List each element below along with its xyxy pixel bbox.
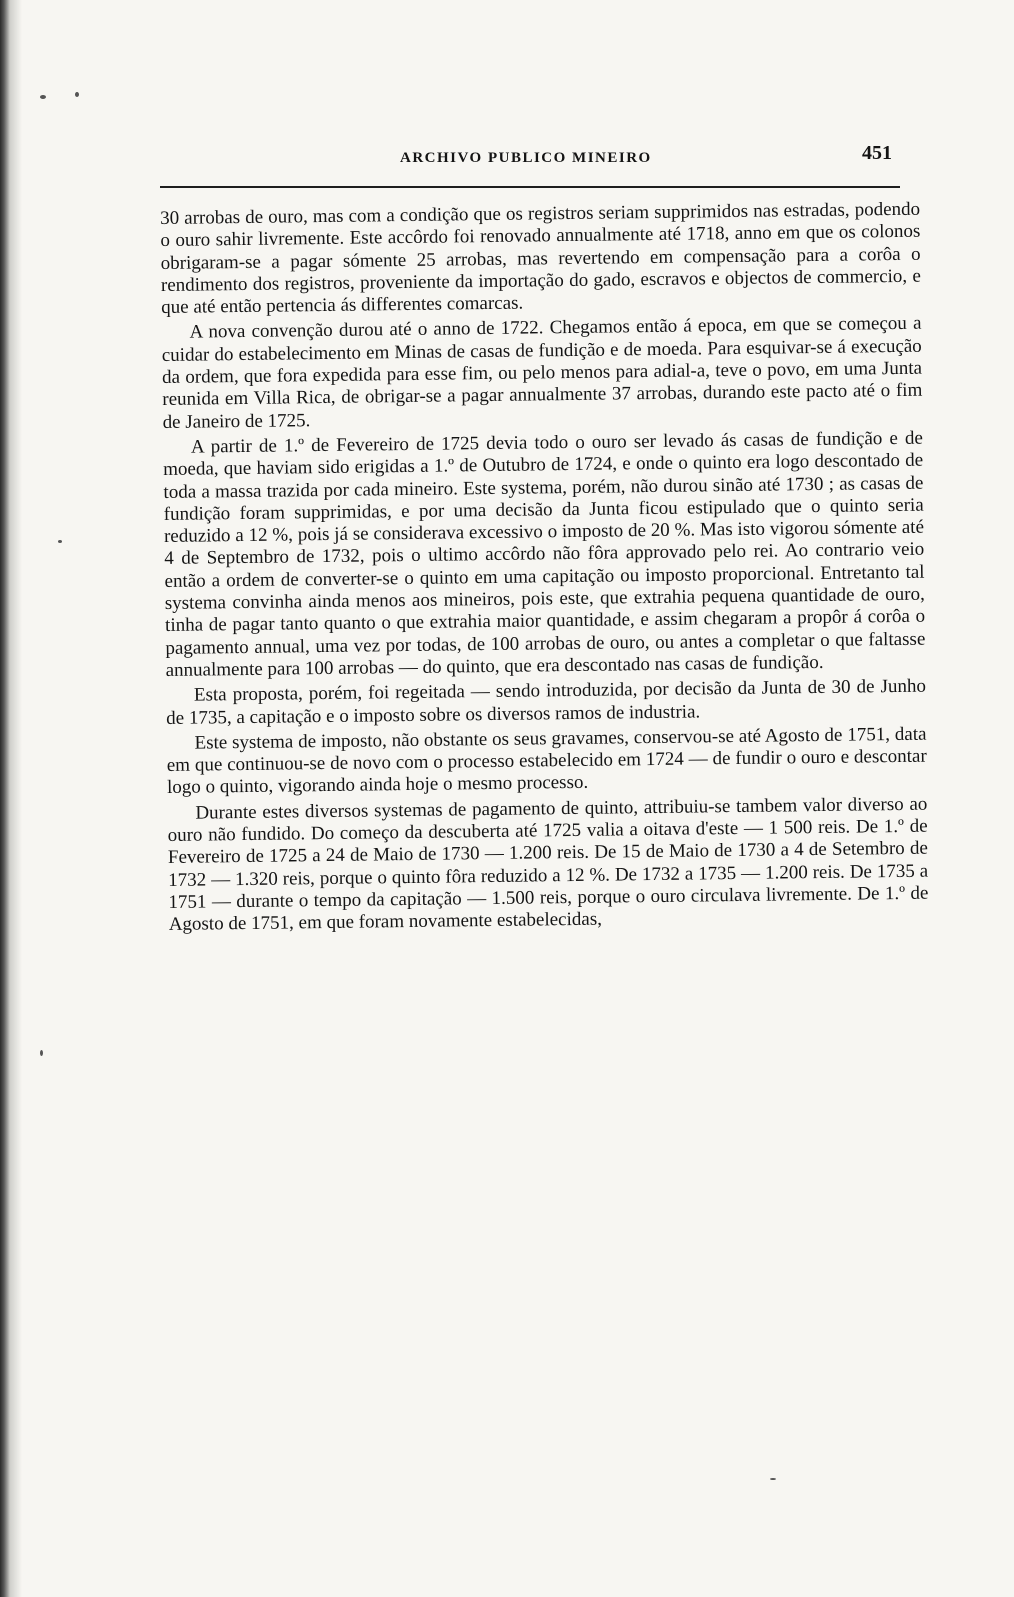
scan-speck [40,1050,43,1056]
scan-edge-shadow [0,0,22,1597]
paragraph: A partir de 1.º de Fevereiro de 1725 devia todo o ouro ser levado ás casas de fundição e de moeda, que haviam sido erigidas a 1.º de Outubro de 1724, e onde o quinto era logo descontado de toda a massa trazida por cada mineiro. Este systema, porém, não durou sinão até 1730 ; as casas de fundição foram supprimidas, e por uma decisão da Junta ficou estipulado que o quinto seria reduzido a 12 %, pois já se considerava excessivo o imposto de 20 %. Mas isto vigorou sómente até 4 de Septembro de 1732, pois o ultimo accôrdo não fôra approvado pelo rei. Ao contrario veio então a ordem de converter-se o quinto em uma capitação ou imposto proporcional. Entretanto tal systema convinha ainda menos aos mineiros, pois este, que extrahia pequena quantidade de ouro, tinha de pagar tanto quanto o que extrahia maior quantidade, e assim chegaram a propôr á corôa o pagamento annual, uma vez por todas, de 100 arrobas de ouro, ou antes a completar o que faltasse annualmente para 100 arrobas — do quinto, que era descontado nas casas de fundição. [163,427,926,681]
paragraph: Esta proposta, porém, foi regeitada — sendo introduzida, por decisão da Junta de 30 de Junho de 1735, a capitação e o imposto sobre os diversos ramos de industria. [166,675,927,729]
page-header [160,130,920,190]
page-number: 451 [862,142,892,164]
header-rule [160,186,900,188]
paragraph: A nova convenção durou até o anno de 1722. Chegamos então á epoca, em que se começou a cuidar do estabelecimento em Minas de casas de fundição e de moeda. Para esquivar-se á execução da ordem, que fora expedida para esse fim, ou pelo menos para adial-a, teve o povo, em uma Junta reunida em Villa Rica, de obrigar-se a pagar annualmente 37 arrobas, durando este pacto até o fim de Janeiro de 1725. [161,313,923,433]
scan-speck [75,92,79,97]
scan-speck [58,540,62,543]
scan-speck [40,95,46,99]
paragraph: Durante estes diversos systemas de pagamento de quinto, attribuiu-se tambem valor diverso ao ouro não fundido. Do começo da descuberta até 1725 valia a oitava d'este — 1 500 reis. De 1.º de Fevereiro de 1725 a 24 de Maio de 1730 — 1.200 reis. De 15 de Maio de 1730 a 4 de Setembro de 1732 — 1.320 reis, porque o quinto fôra reduzido a 12 %. De 1732 a 1735 — 1.200 reis. De 1735 a 1751 — durante o tempo da capitação — 1.500 reis, porque o ouro circulava livremente. De 1.º de Agosto de 1751, em que foram novamente estabelecidas, [167,793,929,936]
body-text [160,199,929,937]
paragraph: Este systema de imposto, não obstante os seus gravames, conservou-se até Agosto de 1751, data em que continuou-se de novo com o processo estabelecido em 1724 — de fundir o ouro e descontar logo o quinto, vigorando ainda hoje o mesmo processo. [166,723,927,799]
document-page [160,130,929,940]
paragraph: 30 arrobas de ouro, mas com a condição que os registros seriam supprimidos nas estradas, podendo o ouro sahir livremente. Este accôrdo foi renovado annualmente até 1718, anno em que os colonos obrigaram-se a pagar sómente 25 arrobas, mas revertendo em compensação para a corôa o rendimento dos registros, proveniente da importação do gado, escravos e objectos de commercio, e que até então pertencia ás differentes comarcas. [160,198,922,319]
running-head: ARCHIVO PUBLICO MINEIRO [400,150,652,166]
scan-speck [770,1478,776,1480]
